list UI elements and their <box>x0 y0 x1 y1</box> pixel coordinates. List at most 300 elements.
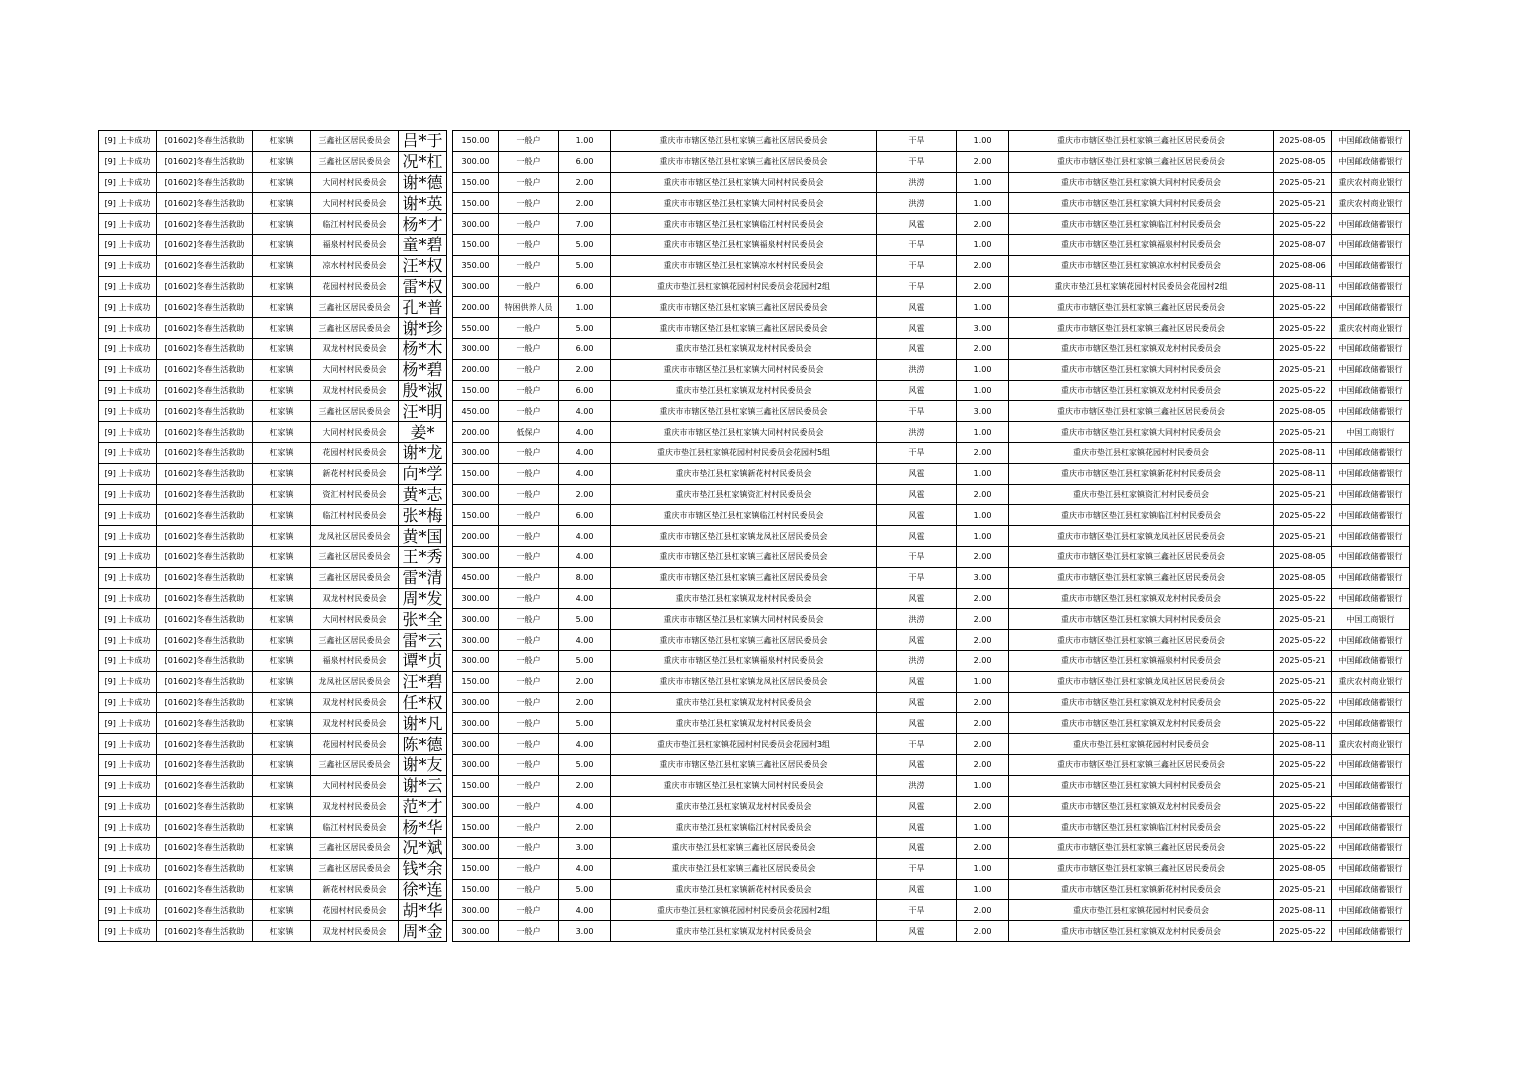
bank-cell: 中国邮政储蓄银行 <box>1332 754 1410 775</box>
table-row <box>99 921 1410 942</box>
household-type-cell: 一般户 <box>499 380 559 401</box>
town-cell: 杠家镇 <box>253 671 311 692</box>
bank-cell: 重庆农村商业银行 <box>1332 172 1410 193</box>
bank-cell: 中国邮政储蓄银行 <box>1332 879 1410 900</box>
amount-cell: 300.00 <box>453 276 499 297</box>
population-cell: 5.00 <box>559 234 611 255</box>
town-cell: 杠家镇 <box>253 817 311 838</box>
household-type-cell: 低保户 <box>499 422 559 443</box>
relief-type-cell: [01602]冬春生活救助 <box>157 338 253 359</box>
date-cell: 2025-08-11 <box>1274 463 1332 484</box>
address-cell: 重庆市垫江县杠家镇双龙村村民委员会 <box>611 380 877 401</box>
amount-cell: 150.00 <box>453 817 499 838</box>
table-row <box>99 588 1410 609</box>
address-cell: 重庆市垫江县杠家镇双龙村村民委员会 <box>611 796 877 817</box>
status-cell: [9] 上卡成功 <box>99 422 157 443</box>
address-cell: 重庆市垫江县杠家镇双龙村村民委员会 <box>611 713 877 734</box>
amount-cell: 300.00 <box>453 546 499 567</box>
status-cell: [9] 上卡成功 <box>99 754 157 775</box>
committee-cell: 大同村村民委员会 <box>311 422 399 443</box>
committee-cell: 三鑫社区居民委员会 <box>311 131 399 152</box>
relief-type-cell: [01602]冬春生活救助 <box>157 526 253 547</box>
name-cell: 姜* <box>399 422 447 443</box>
amount-cell: 300.00 <box>453 630 499 651</box>
table-row <box>99 151 1410 172</box>
date-cell: 2025-05-21 <box>1274 359 1332 380</box>
table-row <box>99 858 1410 879</box>
population-cell: 8.00 <box>559 567 611 588</box>
committee-cell: 三鑫社区居民委员会 <box>311 754 399 775</box>
town-cell: 杠家镇 <box>253 900 311 921</box>
table-row <box>99 713 1410 734</box>
name-cell: 谢*云 <box>399 775 447 796</box>
bank-cell: 中国邮政储蓄银行 <box>1332 775 1410 796</box>
amount-cell: 300.00 <box>453 754 499 775</box>
status-cell: [9] 上卡成功 <box>99 338 157 359</box>
table-row <box>99 318 1410 339</box>
disaster-type-cell: 风雹 <box>877 588 957 609</box>
table-row <box>99 838 1410 859</box>
disaster-type-cell: 洪涝 <box>877 359 957 380</box>
address-cell: 重庆市垫江县杠家镇双龙村村民委员会 <box>611 921 877 942</box>
status-cell: [9] 上卡成功 <box>99 546 157 567</box>
relief-type-cell: [01602]冬春生活救助 <box>157 796 253 817</box>
amount-cell: 200.00 <box>453 422 499 443</box>
address-cell: 重庆市垫江县杠家镇新花村村民委员会 <box>611 879 877 900</box>
date-cell: 2025-08-11 <box>1274 900 1332 921</box>
population-cell: 5.00 <box>559 255 611 276</box>
date-cell: 2025-05-22 <box>1274 214 1332 235</box>
status-cell: [9] 上卡成功 <box>99 775 157 796</box>
disaster-type-cell: 干旱 <box>877 151 957 172</box>
amount-cell: 300.00 <box>453 484 499 505</box>
relief-type-cell: [01602]冬春生活救助 <box>157 214 253 235</box>
relief-type-cell: [01602]冬春生活救助 <box>157 193 253 214</box>
relief-type-cell: [01602]冬春生活救助 <box>157 380 253 401</box>
name-cell: 黄*国 <box>399 526 447 547</box>
table-row <box>99 692 1410 713</box>
status-cell: [9] 上卡成功 <box>99 297 157 318</box>
population-cell: 2.00 <box>559 775 611 796</box>
population-cell: 2.00 <box>559 484 611 505</box>
bank-cell: 中国工商银行 <box>1332 422 1410 443</box>
bank-cell: 中国邮政储蓄银行 <box>1332 380 1410 401</box>
population-cell: 2.00 <box>559 193 611 214</box>
address-cell: 重庆市垫江县杠家镇双龙村村民委员会 <box>611 692 877 713</box>
relief-type-cell: [01602]冬春生活救助 <box>157 276 253 297</box>
status-cell: [9] 上卡成功 <box>99 276 157 297</box>
committee-cell: 大同村村民委员会 <box>311 193 399 214</box>
date-cell: 2025-05-21 <box>1274 172 1332 193</box>
household-type-cell: 一般户 <box>499 484 559 505</box>
population-cell: 4.00 <box>559 900 611 921</box>
town-cell: 杠家镇 <box>253 214 311 235</box>
town-cell: 杠家镇 <box>253 338 311 359</box>
town-cell: 杠家镇 <box>253 484 311 505</box>
committee-cell: 大同村村民委员会 <box>311 775 399 796</box>
address-cell: 重庆市市辖区垫江县杠家镇福泉村村民委员会 <box>611 650 877 671</box>
registered-address-cell: 重庆市市辖区垫江县杠家镇双龙村村民委员会 <box>1009 380 1274 401</box>
relief-type-cell: [01602]冬春生活救助 <box>157 858 253 879</box>
bank-cell: 中国邮政储蓄银行 <box>1332 484 1410 505</box>
date-cell: 2025-05-21 <box>1274 526 1332 547</box>
amount-cell: 300.00 <box>453 734 499 755</box>
household-type-cell: 一般户 <box>499 713 559 734</box>
name-cell: 黄*志 <box>399 484 447 505</box>
bank-cell: 中国邮政储蓄银行 <box>1332 858 1410 879</box>
committee-cell: 三鑫社区居民委员会 <box>311 318 399 339</box>
registered-address-cell: 重庆市市辖区垫江县杠家镇双龙村村民委员会 <box>1009 796 1274 817</box>
date-cell: 2025-05-22 <box>1274 713 1332 734</box>
count-cell: 2.00 <box>957 796 1009 817</box>
population-cell: 5.00 <box>559 609 611 630</box>
status-cell: [9] 上卡成功 <box>99 484 157 505</box>
date-cell: 2025-05-22 <box>1274 754 1332 775</box>
town-cell: 杠家镇 <box>253 318 311 339</box>
town-cell: 杠家镇 <box>253 297 311 318</box>
count-cell: 1.00 <box>957 193 1009 214</box>
count-cell: 1.00 <box>957 775 1009 796</box>
population-cell: 2.00 <box>559 817 611 838</box>
town-cell: 杠家镇 <box>253 713 311 734</box>
disaster-type-cell: 风雹 <box>877 484 957 505</box>
status-cell: [9] 上卡成功 <box>99 401 157 422</box>
date-cell: 2025-05-22 <box>1274 692 1332 713</box>
table-row <box>99 734 1410 755</box>
town-cell: 杠家镇 <box>253 463 311 484</box>
household-type-cell: 一般户 <box>499 796 559 817</box>
disaster-type-cell: 风雹 <box>877 380 957 401</box>
bank-cell: 中国邮政储蓄银行 <box>1332 546 1410 567</box>
count-cell: 2.00 <box>957 214 1009 235</box>
town-cell: 杠家镇 <box>253 838 311 859</box>
table-row <box>99 484 1410 505</box>
population-cell: 4.00 <box>559 796 611 817</box>
household-type-cell: 一般户 <box>499 131 559 152</box>
bank-cell: 中国邮政储蓄银行 <box>1332 817 1410 838</box>
bank-cell: 中国邮政储蓄银行 <box>1332 505 1410 526</box>
count-cell: 2.00 <box>957 921 1009 942</box>
date-cell: 2025-05-21 <box>1274 879 1332 900</box>
status-cell: [9] 上卡成功 <box>99 214 157 235</box>
registered-address-cell: 重庆市垫江县杠家镇花园村村民委员会花园村2组 <box>1009 276 1274 297</box>
address-cell: 重庆市垫江县杠家镇三鑫社区居民委员会 <box>611 858 877 879</box>
address-cell: 重庆市市辖区垫江县杠家镇龙凤社区居民委员会 <box>611 671 877 692</box>
name-cell: 周*发 <box>399 588 447 609</box>
disaster-type-cell: 风雹 <box>877 505 957 526</box>
registered-address-cell: 重庆市市辖区垫江县杠家镇三鑫社区居民委员会 <box>1009 754 1274 775</box>
name-cell: 张*梅 <box>399 505 447 526</box>
status-cell: [9] 上卡成功 <box>99 442 157 463</box>
count-cell: 2.00 <box>957 838 1009 859</box>
population-cell: 2.00 <box>559 692 611 713</box>
registered-address-cell: 重庆市市辖区垫江县杠家镇三鑫社区居民委员会 <box>1009 151 1274 172</box>
date-cell: 2025-05-22 <box>1274 921 1332 942</box>
name-cell: 汪*权 <box>399 255 447 276</box>
amount-cell: 300.00 <box>453 692 499 713</box>
disaster-type-cell: 风雹 <box>877 817 957 838</box>
table-row <box>99 630 1410 651</box>
status-cell: [9] 上卡成功 <box>99 713 157 734</box>
disaster-type-cell: 风雹 <box>877 463 957 484</box>
address-cell: 重庆市垫江县杠家镇新花村村民委员会 <box>611 463 877 484</box>
household-type-cell: 一般户 <box>499 193 559 214</box>
table-row <box>99 817 1410 838</box>
count-cell: 1.00 <box>957 234 1009 255</box>
household-type-cell: 一般户 <box>499 775 559 796</box>
bank-cell: 中国邮政储蓄银行 <box>1332 567 1410 588</box>
name-cell: 雷*权 <box>399 276 447 297</box>
count-cell: 1.00 <box>957 671 1009 692</box>
disaster-type-cell: 风雹 <box>877 692 957 713</box>
relief-type-cell: [01602]冬春生活救助 <box>157 775 253 796</box>
household-type-cell: 一般户 <box>499 526 559 547</box>
table-row <box>99 422 1410 443</box>
relief-type-cell: [01602]冬春生活救助 <box>157 921 253 942</box>
status-cell: [9] 上卡成功 <box>99 526 157 547</box>
table-row <box>99 276 1410 297</box>
date-cell: 2025-05-21 <box>1274 484 1332 505</box>
committee-cell: 福泉村村民委员会 <box>311 650 399 671</box>
disaster-type-cell: 干旱 <box>877 276 957 297</box>
table-row <box>99 671 1410 692</box>
registered-address-cell: 重庆市市辖区垫江县杠家镇大同村村民委员会 <box>1009 609 1274 630</box>
committee-cell: 三鑫社区居民委员会 <box>311 858 399 879</box>
name-cell: 谢*凡 <box>399 713 447 734</box>
count-cell: 1.00 <box>957 359 1009 380</box>
relief-type-cell: [01602]冬春生活救助 <box>157 609 253 630</box>
table-row <box>99 401 1410 422</box>
amount-cell: 300.00 <box>453 609 499 630</box>
population-cell: 4.00 <box>559 858 611 879</box>
status-cell: [9] 上卡成功 <box>99 172 157 193</box>
committee-cell: 资汇村村民委员会 <box>311 484 399 505</box>
table-row <box>99 131 1410 152</box>
committee-cell: 双龙村村民委员会 <box>311 588 399 609</box>
count-cell: 1.00 <box>957 172 1009 193</box>
date-cell: 2025-08-06 <box>1274 255 1332 276</box>
bank-cell: 重庆农村商业银行 <box>1332 193 1410 214</box>
registered-address-cell: 重庆市市辖区垫江县杠家镇大同村村民委员会 <box>1009 193 1274 214</box>
name-cell: 谢*德 <box>399 172 447 193</box>
address-cell: 重庆市垫江县杠家镇资汇村村民委员会 <box>611 484 877 505</box>
town-cell: 杠家镇 <box>253 276 311 297</box>
disaster-type-cell: 风雹 <box>877 921 957 942</box>
count-cell: 3.00 <box>957 401 1009 422</box>
bank-cell: 重庆农村商业银行 <box>1332 671 1410 692</box>
relief-type-cell: [01602]冬春生活救助 <box>157 817 253 838</box>
date-cell: 2025-05-22 <box>1274 380 1332 401</box>
household-type-cell: 一般户 <box>499 921 559 942</box>
population-cell: 4.00 <box>559 630 611 651</box>
table-row <box>99 442 1410 463</box>
name-cell: 张*全 <box>399 609 447 630</box>
count-cell: 2.00 <box>957 276 1009 297</box>
bank-cell: 中国邮政储蓄银行 <box>1332 630 1410 651</box>
registered-address-cell: 重庆市市辖区垫江县杠家镇大同村村民委员会 <box>1009 775 1274 796</box>
count-cell: 2.00 <box>957 713 1009 734</box>
population-cell: 3.00 <box>559 921 611 942</box>
registered-address-cell: 重庆市市辖区垫江县杠家镇三鑫社区居民委员会 <box>1009 567 1274 588</box>
town-cell: 杠家镇 <box>253 234 311 255</box>
household-type-cell: 一般户 <box>499 151 559 172</box>
bank-cell: 中国邮政储蓄银行 <box>1332 526 1410 547</box>
count-cell: 2.00 <box>957 650 1009 671</box>
disaster-type-cell: 风雹 <box>877 526 957 547</box>
address-cell: 重庆市垫江县杠家镇花园村村民委员会花园村2组 <box>611 276 877 297</box>
address-cell: 重庆市市辖区垫江县杠家镇大同村村民委员会 <box>611 359 877 380</box>
amount-cell: 200.00 <box>453 359 499 380</box>
population-cell: 5.00 <box>559 879 611 900</box>
disaster-type-cell: 洪涝 <box>877 775 957 796</box>
date-cell: 2025-05-21 <box>1274 650 1332 671</box>
town-cell: 杠家镇 <box>253 505 311 526</box>
table-row <box>99 505 1410 526</box>
count-cell: 1.00 <box>957 131 1009 152</box>
name-cell: 杨*才 <box>399 214 447 235</box>
committee-cell: 双龙村村民委员会 <box>311 713 399 734</box>
relief-type-cell: [01602]冬春生活救助 <box>157 442 253 463</box>
count-cell: 2.00 <box>957 734 1009 755</box>
name-cell: 胡*华 <box>399 900 447 921</box>
bank-cell: 中国邮政储蓄银行 <box>1332 255 1410 276</box>
household-type-cell: 一般户 <box>499 546 559 567</box>
disaster-type-cell: 风雹 <box>877 318 957 339</box>
address-cell: 重庆市垫江县杠家镇花园村村民委员会花园村5组 <box>611 442 877 463</box>
table-row <box>99 359 1410 380</box>
address-cell: 重庆市市辖区垫江县杠家镇三鑫社区居民委员会 <box>611 401 877 422</box>
address-cell: 重庆市市辖区垫江县杠家镇三鑫社区居民委员会 <box>611 630 877 651</box>
committee-cell: 花园村村民委员会 <box>311 900 399 921</box>
date-cell: 2025-08-05 <box>1274 401 1332 422</box>
address-cell: 重庆市市辖区垫江县杠家镇龙凤社区居民委员会 <box>611 526 877 547</box>
relief-type-cell: [01602]冬春生活救助 <box>157 505 253 526</box>
status-cell: [9] 上卡成功 <box>99 151 157 172</box>
date-cell: 2025-05-22 <box>1274 817 1332 838</box>
relief-type-cell: [01602]冬春生活救助 <box>157 713 253 734</box>
household-type-cell: 一般户 <box>499 692 559 713</box>
bank-cell: 中国邮政储蓄银行 <box>1332 131 1410 152</box>
household-type-cell: 一般户 <box>499 255 559 276</box>
count-cell: 1.00 <box>957 817 1009 838</box>
amount-cell: 150.00 <box>453 879 499 900</box>
population-cell: 5.00 <box>559 318 611 339</box>
amount-cell: 550.00 <box>453 318 499 339</box>
household-type-cell: 一般户 <box>499 900 559 921</box>
address-cell: 重庆市市辖区垫江县杠家镇大同村村民委员会 <box>611 422 877 443</box>
address-cell: 重庆市垫江县杠家镇三鑫社区居民委员会 <box>611 838 877 859</box>
amount-cell: 150.00 <box>453 775 499 796</box>
registered-address-cell: 重庆市市辖区垫江县杠家镇三鑫社区居民委员会 <box>1009 546 1274 567</box>
household-type-cell: 一般户 <box>499 671 559 692</box>
relief-type-cell: [01602]冬春生活救助 <box>157 879 253 900</box>
population-cell: 1.00 <box>559 297 611 318</box>
bank-cell: 中国邮政储蓄银行 <box>1332 359 1410 380</box>
committee-cell: 新花村村民委员会 <box>311 463 399 484</box>
committee-cell: 花园村村民委员会 <box>311 442 399 463</box>
household-type-cell: 一般户 <box>499 734 559 755</box>
bank-cell: 中国邮政储蓄银行 <box>1332 151 1410 172</box>
town-cell: 杠家镇 <box>253 921 311 942</box>
bank-cell: 中国邮政储蓄银行 <box>1332 234 1410 255</box>
registered-address-cell: 重庆市市辖区垫江县杠家镇三鑫社区居民委员会 <box>1009 401 1274 422</box>
status-cell: [9] 上卡成功 <box>99 318 157 339</box>
name-cell: 杨*木 <box>399 338 447 359</box>
registered-address-cell: 重庆市市辖区垫江县杠家镇龙凤社区居民委员会 <box>1009 671 1274 692</box>
status-cell: [9] 上卡成功 <box>99 796 157 817</box>
bank-cell: 中国邮政储蓄银行 <box>1332 838 1410 859</box>
town-cell: 杠家镇 <box>253 359 311 380</box>
name-cell: 陈*德 <box>399 734 447 755</box>
committee-cell: 三鑫社区居民委员会 <box>311 151 399 172</box>
status-cell: [9] 上卡成功 <box>99 630 157 651</box>
table-row <box>99 297 1410 318</box>
town-cell: 杠家镇 <box>253 650 311 671</box>
relief-roster-table <box>98 130 1410 942</box>
disaster-type-cell: 洪涝 <box>877 172 957 193</box>
status-cell: [9] 上卡成功 <box>99 817 157 838</box>
bank-cell: 中国邮政储蓄银行 <box>1332 588 1410 609</box>
relief-type-cell: [01602]冬春生活救助 <box>157 318 253 339</box>
town-cell: 杠家镇 <box>253 131 311 152</box>
address-cell: 重庆市市辖区垫江县杠家镇大同村村民委员会 <box>611 172 877 193</box>
bank-cell: 中国工商银行 <box>1332 609 1410 630</box>
disaster-type-cell: 洪涝 <box>877 650 957 671</box>
population-cell: 5.00 <box>559 650 611 671</box>
amount-cell: 300.00 <box>453 921 499 942</box>
registered-address-cell: 重庆市市辖区垫江县杠家镇双龙村村民委员会 <box>1009 713 1274 734</box>
address-cell: 重庆市垫江县杠家镇双龙村村民委员会 <box>611 588 877 609</box>
count-cell: 2.00 <box>957 442 1009 463</box>
date-cell: 2025-08-05 <box>1274 151 1332 172</box>
count-cell: 2.00 <box>957 754 1009 775</box>
registered-address-cell: 重庆市市辖区垫江县杠家镇双龙村村民委员会 <box>1009 921 1274 942</box>
relief-type-cell: [01602]冬春生活救助 <box>157 650 253 671</box>
table-row <box>99 609 1410 630</box>
amount-cell: 150.00 <box>453 380 499 401</box>
bank-cell: 中国邮政储蓄银行 <box>1332 713 1410 734</box>
committee-cell: 大同村村民委员会 <box>311 172 399 193</box>
town-cell: 杠家镇 <box>253 151 311 172</box>
table-row <box>99 900 1410 921</box>
household-type-cell: 一般户 <box>499 609 559 630</box>
committee-cell: 双龙村村民委员会 <box>311 921 399 942</box>
town-cell: 杠家镇 <box>253 567 311 588</box>
household-type-cell: 一般户 <box>499 505 559 526</box>
status-cell: [9] 上卡成功 <box>99 463 157 484</box>
status-cell: [9] 上卡成功 <box>99 671 157 692</box>
population-cell: 6.00 <box>559 380 611 401</box>
status-cell: [9] 上卡成功 <box>99 692 157 713</box>
status-cell: [9] 上卡成功 <box>99 650 157 671</box>
registered-address-cell: 重庆市垫江县杠家镇花园村村民委员会 <box>1009 734 1274 755</box>
town-cell: 杠家镇 <box>253 734 311 755</box>
population-cell: 5.00 <box>559 713 611 734</box>
relief-type-cell: [01602]冬春生活救助 <box>157 131 253 152</box>
committee-cell: 三鑫社区居民委员会 <box>311 401 399 422</box>
bank-cell: 中国邮政储蓄银行 <box>1332 276 1410 297</box>
registered-address-cell: 重庆市市辖区垫江县杠家镇临江村村民委员会 <box>1009 817 1274 838</box>
household-type-cell: 一般户 <box>499 567 559 588</box>
table-row <box>99 172 1410 193</box>
relief-type-cell: [01602]冬春生活救助 <box>157 838 253 859</box>
date-cell: 2025-05-22 <box>1274 318 1332 339</box>
registered-address-cell: 重庆市市辖区垫江县杠家镇三鑫社区居民委员会 <box>1009 131 1274 152</box>
amount-cell: 150.00 <box>453 463 499 484</box>
registered-address-cell: 重庆市市辖区垫江县杠家镇三鑫社区居民委员会 <box>1009 858 1274 879</box>
name-cell: 殷*淑 <box>399 380 447 401</box>
amount-cell: 300.00 <box>453 650 499 671</box>
